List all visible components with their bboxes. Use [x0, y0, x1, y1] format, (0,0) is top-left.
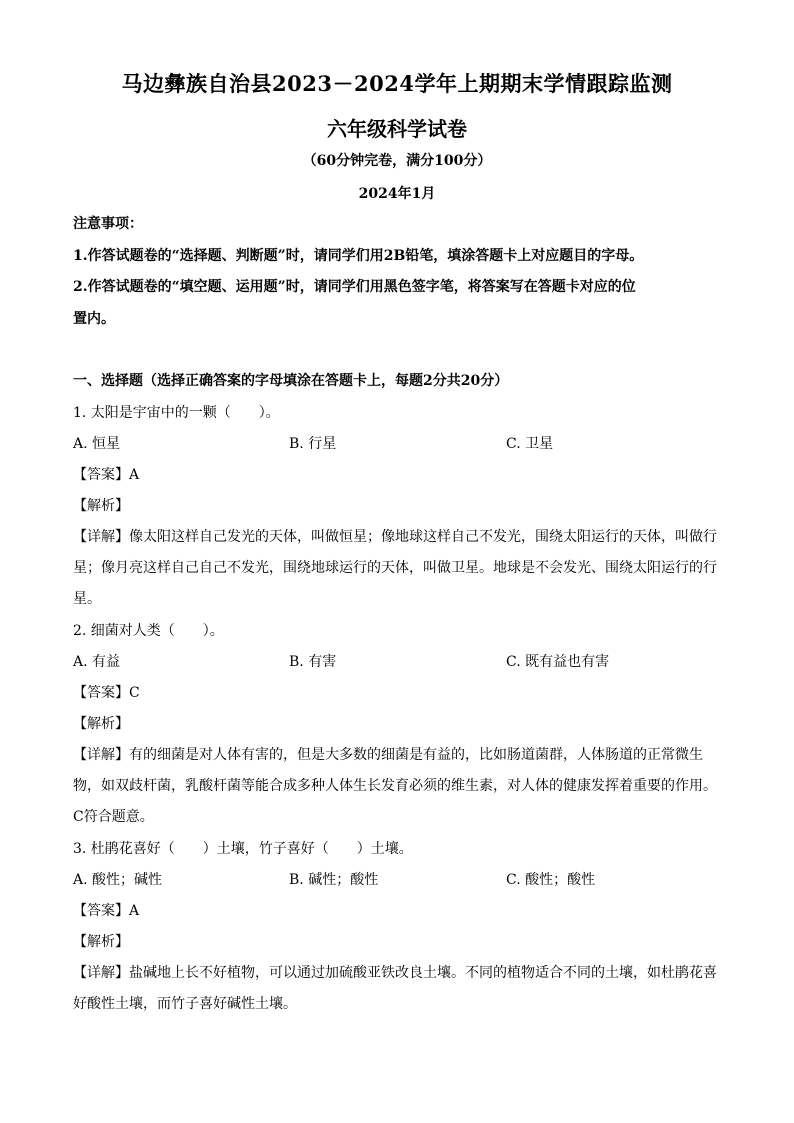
option-b: B. 有害	[289, 654, 337, 670]
exam-subtitle: 六年级科学试卷	[327, 117, 467, 141]
option-a: A. 恒星	[73, 436, 121, 452]
option-b: B. 碱性；酸性	[289, 872, 379, 888]
option-a: A. 酸性；碱性	[73, 872, 163, 888]
option-c: C. 酸性；酸性	[506, 872, 596, 888]
exam-title: 马边彝族自治县2023－2024学年上期期末学情跟踪监测	[121, 71, 673, 96]
detail-line: 好酸性土壤，而竹子喜好碱性土壤。	[73, 996, 297, 1012]
analysis-label: 【解析】	[73, 716, 129, 732]
analysis-label: 【解析】	[73, 934, 129, 950]
note-item-1: 1.作答试题卷的“选择题、判断题”时，请同学们用2B铅笔，填涂答题卡上对应题目的字母。	[73, 248, 644, 264]
question-stem: 1. 太阳是宇宙中的一颗（ ）。	[73, 405, 280, 421]
notes-heading: 注意事项：	[73, 216, 143, 232]
detail-line: C符合题意。	[73, 809, 154, 825]
exam-date: 2024年1月	[358, 186, 436, 202]
note-item-2-line-2: 置内。	[73, 311, 115, 327]
note-item-2-line-1: 2.作答试题卷的“填空题、运用题”时，请同学们用黑色签字笔，将答案写在答题卡对应的位	[73, 279, 636, 295]
answer-label: 【答案】A	[73, 467, 140, 483]
detail-line: 【详解】有的细菌是对人体有害的，但是大多数的细菌是有益的，比如肠道菌群，人体肠道的正常微生	[73, 747, 703, 763]
option-b: B. 行星	[289, 436, 337, 452]
detail-line: 物，如双歧杆菌，乳酸杆菌等能合成多种人体生长发育必须的维生素，对人体的健康发挥着重要的作用。	[73, 778, 717, 794]
answer-label: 【答案】C	[73, 685, 140, 701]
time-note: （60分钟完卷，满分100分）	[302, 153, 492, 169]
detail-line: 星；像月亮这样自己自己不发光，围绕地球运行的天体，叫做卫星。地球是不会发光、围绕太阳运行的行	[73, 560, 717, 576]
analysis-label: 【解析】	[73, 498, 129, 514]
detail-line: 【详解】盐碱地上长不好植物，可以通过加硫酸亚铁改良土壤。不同的植物适合不同的土壤，如杜鹃花喜	[73, 965, 717, 981]
detail-line: 【详解】像太阳这样自己发光的天体，叫做恒星；像地球这样自己不发光，围绕太阳运行的天体，叫做行	[73, 529, 717, 545]
question-stem: 3. 杜鹃花喜好（ ）土壤，竹子喜好（ ）土壤。	[73, 841, 413, 857]
option-a: A. 有益	[73, 654, 121, 670]
question-stem: 2. 细菌对人类（ ）。	[73, 623, 224, 639]
option-c: C. 卫星	[506, 436, 554, 452]
detail-line: 星。	[73, 591, 101, 607]
option-c: C. 既有益也有害	[506, 654, 610, 670]
answer-label: 【答案】A	[73, 903, 140, 919]
section-heading: 一、选择题（选择正确答案的字母填涂在答题卡上，每题2分共20分）	[73, 373, 509, 389]
